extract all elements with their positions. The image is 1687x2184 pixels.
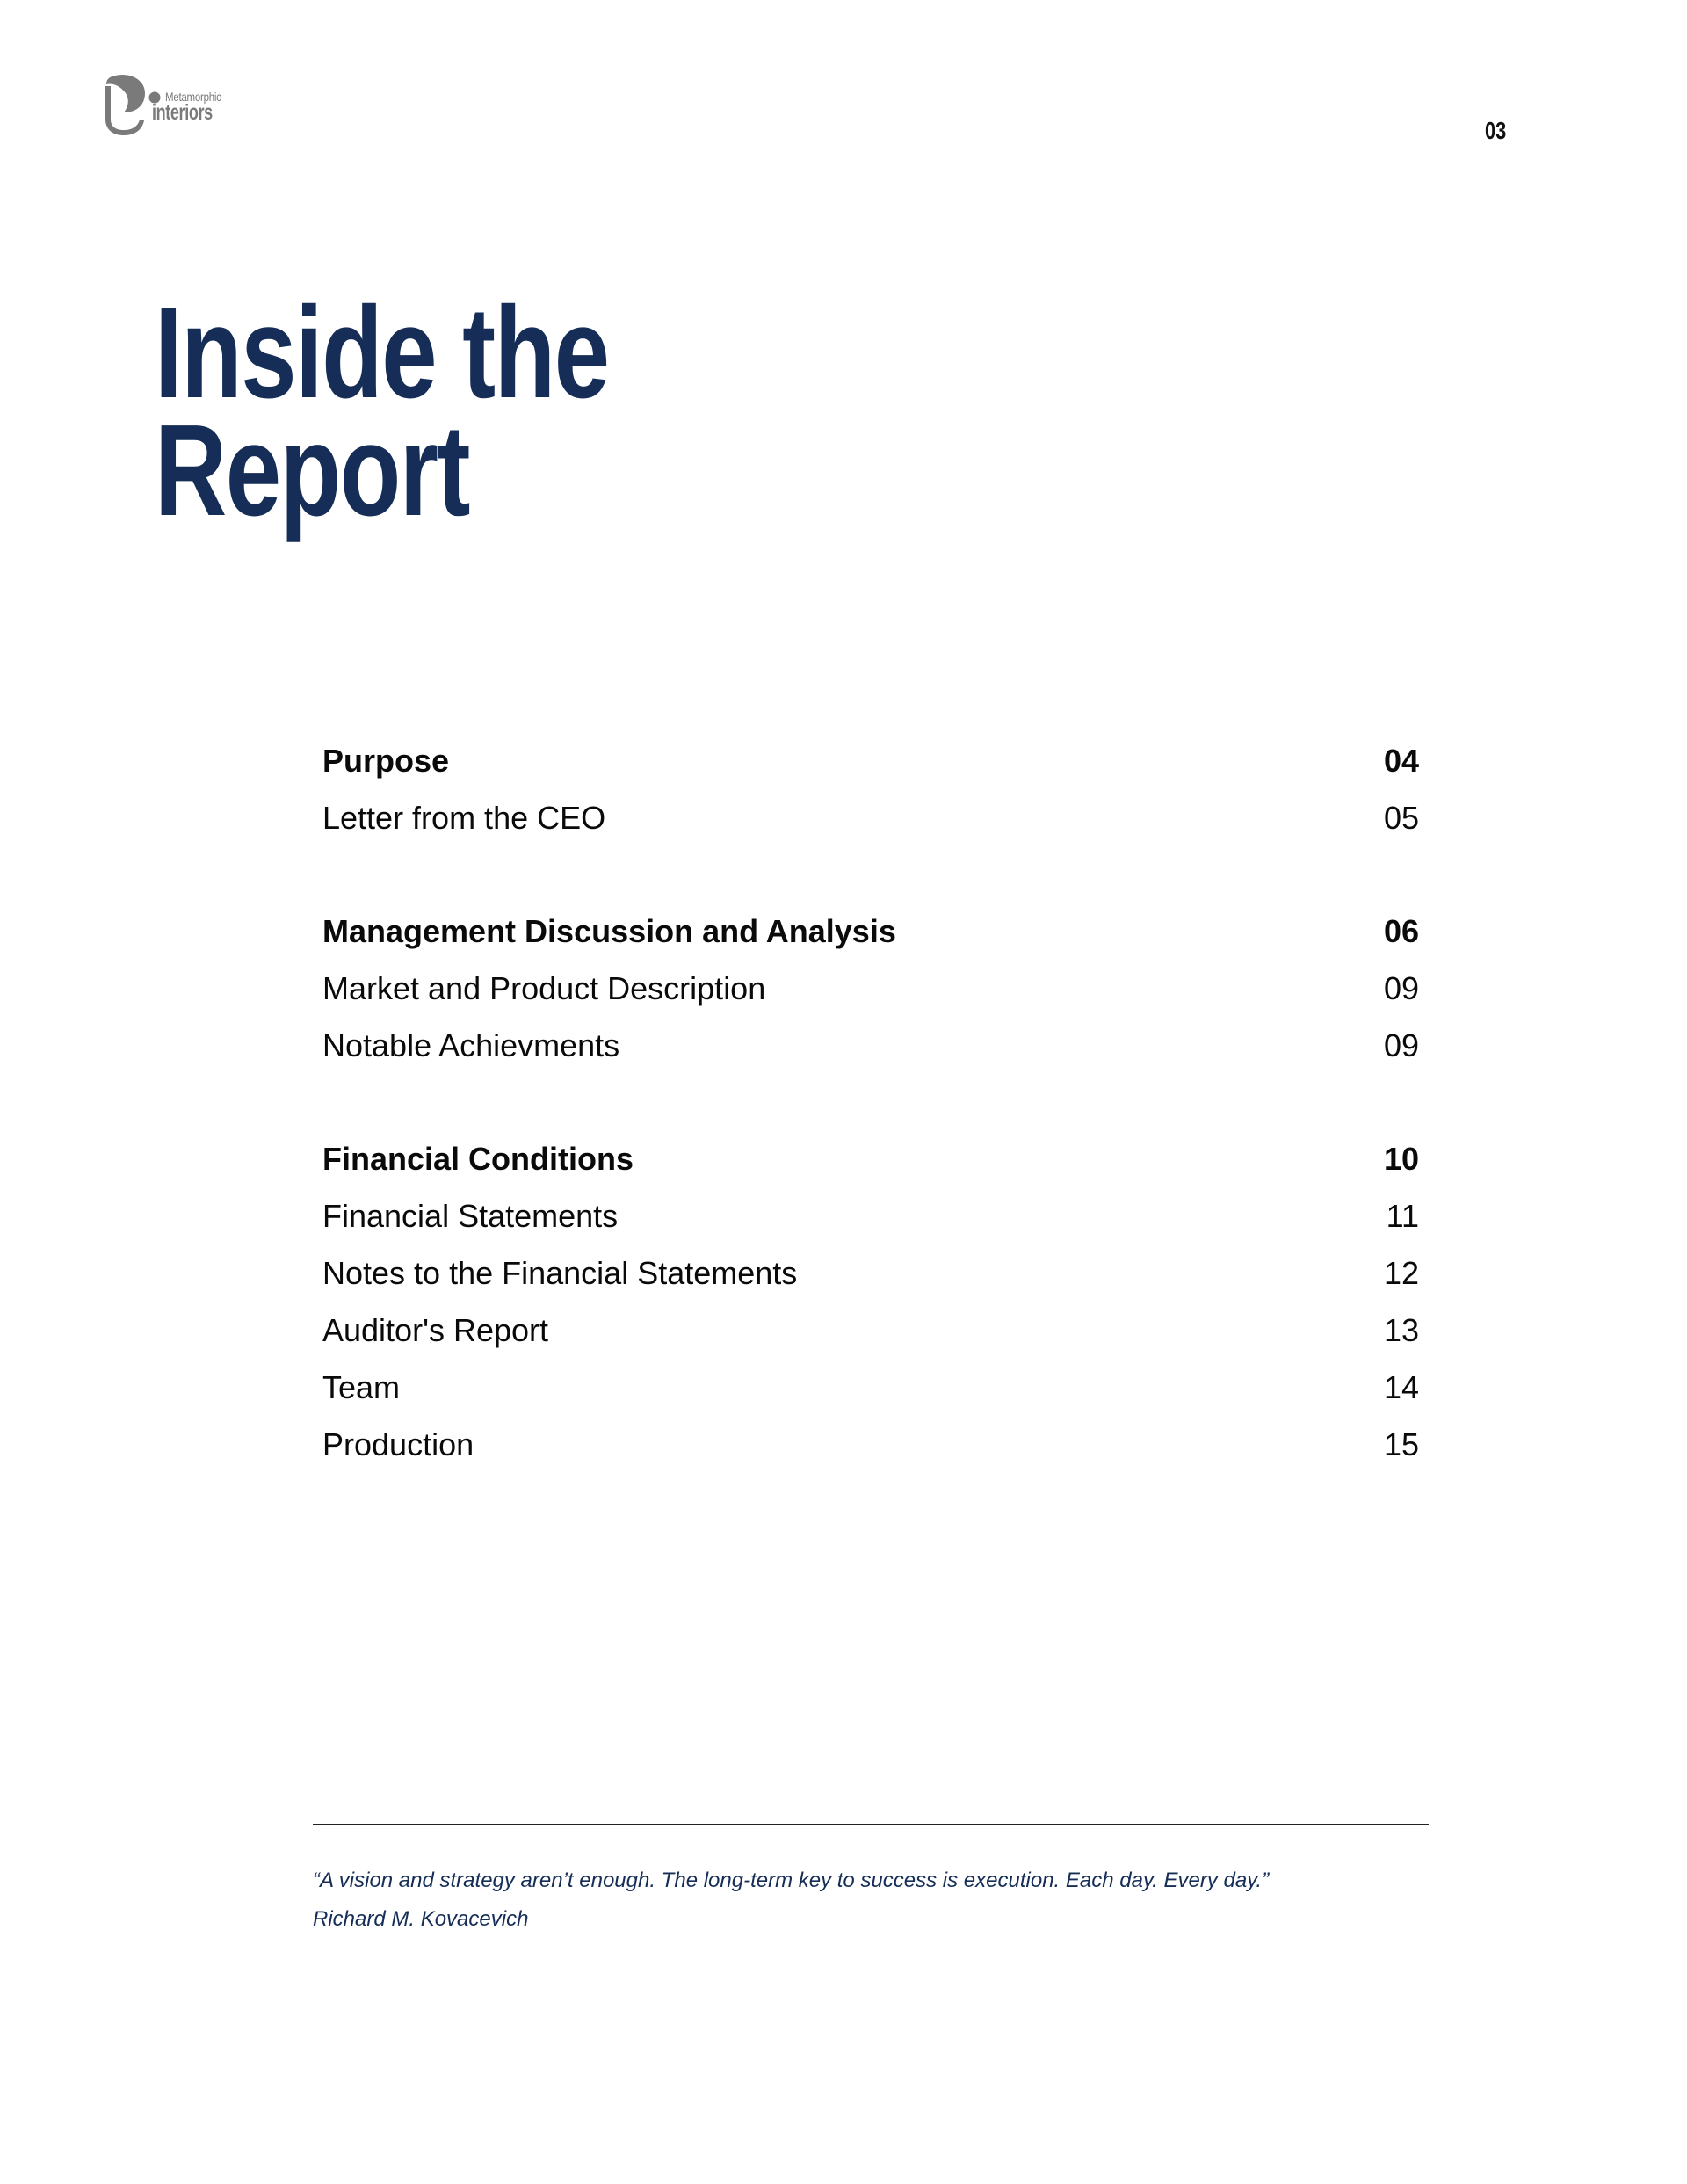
toc-entry-page: 14 — [1383, 1369, 1419, 1405]
toc-entry-label: Financial Conditions — [322, 1141, 634, 1177]
toc-entry-page: 05 — [1383, 800, 1419, 836]
toc-entry-page: 15 — [1383, 1426, 1419, 1462]
quote-divider — [313, 1824, 1429, 1825]
toc-entry[interactable] — [322, 1194, 1419, 1252]
toc-entry-page: 11 — [1386, 1198, 1419, 1234]
logo-text-bottom: interiors — [152, 100, 213, 125]
table-of-contents — [322, 739, 1419, 1536]
page-title-line-2: Report — [155, 398, 469, 543]
toc-entry[interactable] — [322, 967, 1419, 1024]
toc-entry[interactable] — [322, 739, 1419, 796]
toc-entry-label: Market and Product Description — [322, 970, 766, 1006]
toc-entry[interactable] — [322, 1024, 1419, 1081]
toc-entry[interactable] — [322, 1252, 1419, 1309]
toc-entry-page: 09 — [1383, 970, 1419, 1006]
toc-entry-page: 04 — [1383, 743, 1419, 779]
quote-author: Richard M. Kovacevich — [313, 1907, 529, 1931]
toc-entry[interactable] — [322, 1366, 1419, 1423]
page-title-line-1: Inside the — [155, 280, 609, 425]
toc-entry-label: Auditor's Report — [322, 1312, 548, 1348]
toc-entry[interactable] — [322, 1309, 1419, 1366]
toc-entry-page: 09 — [1383, 1027, 1419, 1063]
page-title — [155, 280, 609, 543]
page-number: 03 — [1485, 117, 1507, 144]
toc-entry-label: Financial Statements — [322, 1198, 619, 1234]
logo-text-top: Metamorphic — [165, 90, 221, 104]
quote-text: “A vision and strategy aren’t enough. The long-term key to success is execution. Each day. Every day.” — [313, 1868, 1270, 1892]
toc-entry[interactable] — [322, 796, 1419, 853]
toc-entry[interactable] — [322, 1423, 1419, 1480]
toc-entry-label: Notes to the Financial Statements — [322, 1255, 798, 1291]
toc-entry-label: Purpose — [322, 743, 450, 779]
toc-entry[interactable] — [322, 1137, 1419, 1194]
toc-entry-label: Notable Achievments — [322, 1027, 620, 1063]
toc-entry-page: 10 — [1383, 1141, 1419, 1177]
toc-entry-page: 13 — [1383, 1312, 1419, 1348]
toc-group-management — [322, 910, 1419, 1081]
toc-group-financial — [322, 1137, 1419, 1480]
toc-entry[interactable] — [322, 910, 1419, 967]
company-logo — [103, 74, 235, 137]
quote-block — [313, 1861, 1455, 1939]
toc-entry-page: 12 — [1383, 1255, 1419, 1291]
toc-entry-label: Production — [322, 1426, 474, 1462]
toc-entry-label: Letter from the CEO — [322, 800, 606, 836]
toc-group-purpose — [322, 739, 1419, 853]
toc-entry-page: 06 — [1383, 913, 1419, 949]
toc-entry-label: Team — [322, 1369, 401, 1405]
toc-entry-label: Management Discussion and Analysis — [322, 913, 896, 949]
